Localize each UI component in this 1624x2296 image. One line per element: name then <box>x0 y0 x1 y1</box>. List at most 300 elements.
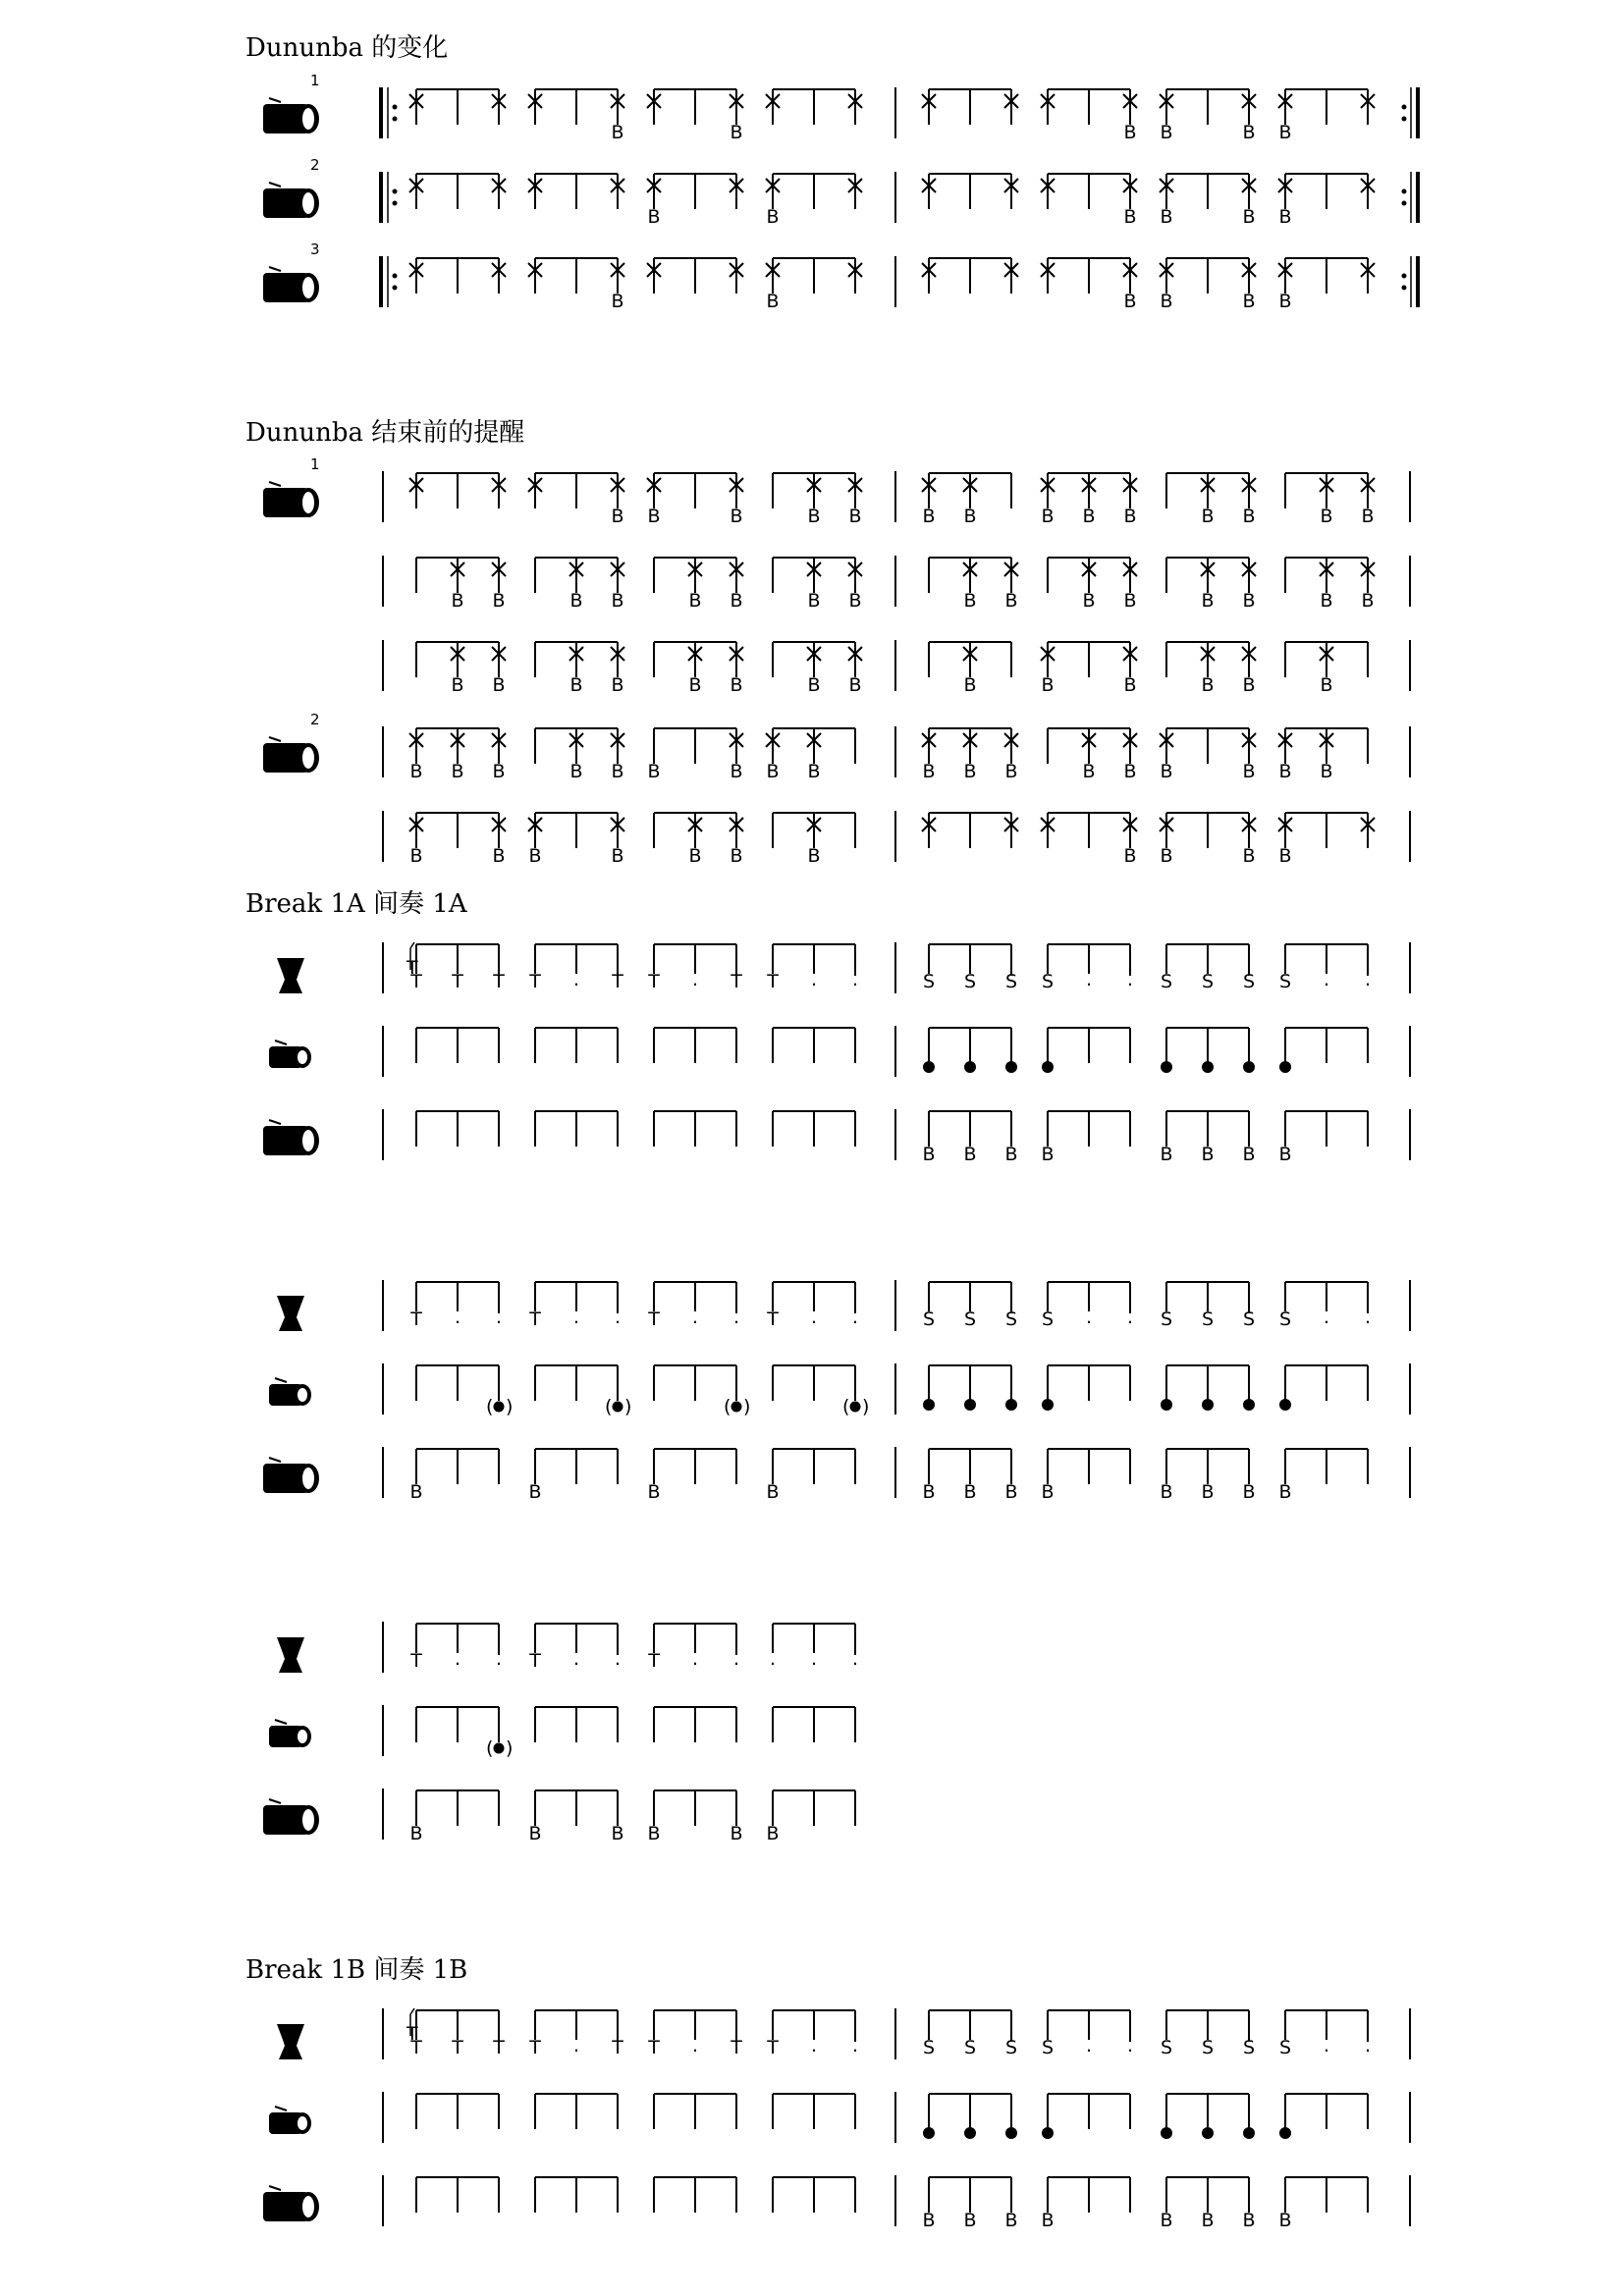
beat-group <box>647 1282 739 1330</box>
bass-note: B <box>492 590 506 612</box>
rest-dot: . <box>851 2035 859 2056</box>
beat-group <box>1285 473 1375 527</box>
beat-group <box>409 89 506 125</box>
beat-group <box>1041 174 1137 228</box>
bass-note: B <box>1201 1144 1215 1165</box>
bass-note: B <box>611 1823 624 1844</box>
repeat-dot <box>393 274 398 279</box>
bass-note: B <box>611 674 624 696</box>
slap-note: S <box>1242 2037 1256 2058</box>
mute-dot <box>1202 1061 1214 1073</box>
sangban-icon <box>269 1720 311 1747</box>
bass-note: B <box>1160 291 1173 312</box>
beat-group <box>416 1028 499 1063</box>
bass-note: B <box>922 2210 936 2231</box>
bass-note: B <box>1123 291 1137 312</box>
svg-text:(: ( <box>724 1396 731 1417</box>
beat-group <box>1279 1282 1371 1330</box>
bass-note: B <box>848 506 862 527</box>
rest-dot: . <box>454 1648 461 1670</box>
beat-group <box>1160 728 1256 782</box>
tone-note: T <box>452 971 463 992</box>
bass-note: B <box>1004 2210 1018 2231</box>
bass-note: B <box>1242 291 1256 312</box>
svg-text:): ) <box>743 1396 751 1417</box>
bass-note: B <box>963 1144 977 1165</box>
bass-note: B <box>647 506 661 527</box>
staff-row <box>263 1789 855 1844</box>
rest-dot: . <box>1126 1307 1134 1328</box>
beat-group <box>1048 728 1137 782</box>
slap-note: S <box>1201 2037 1215 2058</box>
beat-group <box>416 2177 499 2213</box>
bass-note: B <box>611 506 624 527</box>
beat-group <box>654 558 743 612</box>
bass-note: B <box>807 845 821 867</box>
rest-dot: . <box>691 1307 699 1328</box>
beat-group <box>416 558 506 612</box>
bass-note: B <box>1123 122 1137 143</box>
beat-group <box>647 473 743 527</box>
beat-group <box>535 1365 631 1417</box>
bass-note: B <box>569 674 583 696</box>
bass-note: B <box>730 506 743 527</box>
voice-number: 3 <box>310 240 320 258</box>
rest-dot: . <box>732 1307 740 1328</box>
beat-group <box>1161 1365 1255 1411</box>
beat-group <box>647 174 743 228</box>
staff-row <box>263 2175 1410 2231</box>
rest-dot: . <box>572 1307 580 1328</box>
rest-dot: . <box>810 1307 818 1328</box>
bass-note: B <box>1242 2210 1256 2231</box>
beat-group <box>409 1624 502 1672</box>
rest-dot: . <box>1085 2035 1093 2056</box>
bass-note: B <box>647 761 661 782</box>
bass-note: B <box>1004 1144 1018 1165</box>
bass-note: B <box>611 590 624 612</box>
tone-note: T <box>767 971 779 992</box>
tone-note: T <box>648 1308 660 1330</box>
bass-note: B <box>1278 1481 1292 1503</box>
svg-text:(: ( <box>605 1396 613 1417</box>
beat-group <box>1278 728 1368 782</box>
voice-number: 1 <box>310 455 320 473</box>
svg-text:(: ( <box>486 1396 494 1417</box>
beat-group <box>922 728 1018 782</box>
bass-note: B <box>963 674 977 696</box>
beat-group <box>773 558 862 612</box>
mute-dot <box>1005 1061 1017 1073</box>
svg-text:(: ( <box>486 1737 494 1759</box>
beat-group <box>535 642 624 696</box>
bass-note: B <box>1278 2210 1292 2231</box>
dununba-icon <box>263 1458 319 1493</box>
beat-group <box>773 2177 855 2213</box>
bass-note: B <box>963 590 977 612</box>
dununba-icon <box>263 98 319 133</box>
mute-dot <box>1202 2127 1214 2139</box>
staff-row <box>269 1026 1410 1077</box>
staff-row <box>263 711 1410 782</box>
beat-group <box>535 728 624 782</box>
bass-note: B <box>1123 674 1137 696</box>
repeat-dot <box>1402 105 1407 110</box>
beat-group <box>535 1707 618 1742</box>
mute-dot <box>1279 1399 1291 1411</box>
staff-row <box>277 2008 1410 2059</box>
beat-group <box>409 944 505 992</box>
beat-group <box>1278 174 1375 228</box>
bass-note: B <box>1160 2210 1173 2231</box>
beat-group <box>1041 1111 1130 1165</box>
slap-note: S <box>922 1308 936 1330</box>
bass-note: B <box>688 674 702 696</box>
beat-group <box>1042 2094 1130 2139</box>
bass-note: B <box>807 761 821 782</box>
slap-note: S <box>1242 1308 1256 1330</box>
slap-note: S <box>1242 971 1256 992</box>
voice-number: 2 <box>310 156 320 174</box>
beat-group <box>535 2094 618 2129</box>
beat-group <box>1278 1449 1368 1503</box>
beat-group <box>1285 642 1368 696</box>
beat-group <box>535 558 624 612</box>
dununba-icon <box>263 737 319 773</box>
beat-group <box>409 728 506 782</box>
beat-group <box>1279 2094 1368 2139</box>
beat-group <box>1042 1365 1130 1411</box>
beat-group <box>409 813 506 867</box>
staff-row <box>269 1363 1410 1417</box>
beat-group <box>409 473 506 508</box>
staff-row <box>269 2092 1410 2143</box>
beat-group <box>773 2094 855 2129</box>
bass-note: B <box>1201 506 1215 527</box>
repeat-dot <box>1402 117 1407 122</box>
slap-note: S <box>1278 1308 1292 1330</box>
rest-dot: . <box>1323 2035 1330 2056</box>
bass-note: B <box>848 590 862 612</box>
slap-note: S <box>1004 2037 1018 2058</box>
bass-note: B <box>492 845 506 867</box>
slap-note: S <box>963 1308 977 1330</box>
tone-note: T <box>529 971 541 992</box>
beat-group <box>528 944 623 992</box>
bass-note: B <box>1123 590 1137 612</box>
bass-note: B <box>1361 506 1375 527</box>
tone-note: T <box>410 2037 422 2058</box>
bass-note: B <box>1242 1481 1256 1503</box>
tone-note: T <box>410 1650 422 1672</box>
bass-note: B <box>730 122 743 143</box>
svg-text:T: T <box>406 2023 418 2045</box>
beat-group <box>1161 2010 1255 2058</box>
djembe-icon <box>277 958 304 993</box>
beat-group <box>409 1282 502 1330</box>
beat-group <box>528 258 624 312</box>
section-title: Break 1B 间奏 1B <box>245 1955 468 1985</box>
mute-dot <box>1042 1399 1054 1411</box>
bass-note: B <box>409 845 423 867</box>
staff-row <box>263 72 1418 143</box>
bass-note: B <box>1201 1481 1215 1503</box>
bass-note: B <box>647 206 661 228</box>
beat-group <box>647 258 743 294</box>
beat-group <box>922 174 1018 209</box>
mute-dot <box>964 1061 976 1073</box>
bass-note: B <box>963 1481 977 1503</box>
beat-group <box>1160 258 1256 312</box>
beat-group <box>1048 558 1137 612</box>
djembe-icon <box>277 2024 304 2059</box>
mute-dot <box>1243 1399 1255 1411</box>
beat-group <box>922 258 1018 294</box>
staff-row <box>269 1705 855 1759</box>
beat-group <box>929 558 1018 612</box>
bass-note: B <box>1278 122 1292 143</box>
bass-note: B <box>1242 845 1256 867</box>
beat-group <box>528 1624 621 1672</box>
beat-group <box>1041 473 1137 527</box>
bass-note: B <box>730 845 743 867</box>
slap-note: S <box>1041 1308 1055 1330</box>
repeat-dot <box>393 105 398 110</box>
svg-text:): ) <box>624 1396 632 1417</box>
tone-note: T <box>529 1308 541 1330</box>
staff-row <box>263 156 1418 228</box>
bass-note: B <box>766 1823 780 1844</box>
beat-group <box>770 1624 858 1670</box>
beat-group <box>528 1449 618 1503</box>
beat-group <box>766 174 862 228</box>
staff-row <box>383 640 1410 696</box>
repeat-dot <box>1402 201 1407 206</box>
djembe-icon <box>277 1296 304 1331</box>
bass-note: B <box>1082 761 1096 782</box>
bass-note: B <box>922 761 936 782</box>
bass-note: B <box>451 761 464 782</box>
bass-note: B <box>1320 761 1333 782</box>
voice-number: 1 <box>310 72 320 89</box>
beat-group <box>766 1449 855 1503</box>
beat-group <box>766 1790 855 1844</box>
beat-group <box>654 813 743 867</box>
svg-text:): ) <box>862 1396 870 1417</box>
beat-group <box>766 1282 858 1330</box>
beat-group <box>773 813 855 867</box>
rest-dot: . <box>1364 2035 1372 2056</box>
bass-note: B <box>1278 206 1292 228</box>
beat-group <box>923 944 1017 992</box>
beat-group <box>1166 558 1256 612</box>
beat-group <box>528 2010 623 2058</box>
rest-dot: . <box>1323 969 1330 990</box>
beat-group <box>647 728 743 782</box>
bass-note: B <box>647 1823 661 1844</box>
beat-group <box>1042 1028 1130 1073</box>
bass-note: B <box>611 122 624 143</box>
rest-dot: . <box>572 969 580 990</box>
beat-group <box>923 1028 1017 1073</box>
beat-group <box>1160 174 1256 228</box>
slap-note: S <box>963 971 977 992</box>
bass-note: B <box>1123 845 1137 867</box>
tone-note: T <box>767 1308 779 1330</box>
staff-row <box>263 1447 1410 1503</box>
beat-group <box>922 1111 1017 1165</box>
tone-note: T <box>612 2037 623 2058</box>
bass-note: B <box>730 761 743 782</box>
rest-dot: . <box>691 2035 699 2056</box>
repeat-dot <box>1402 274 1407 279</box>
beat-group <box>1042 1282 1133 1330</box>
beat-group <box>773 1707 855 1742</box>
tone-note: T <box>493 2037 505 2058</box>
mute-dot <box>1042 2127 1054 2139</box>
slap-note: S <box>1160 1308 1173 1330</box>
staff-row <box>277 1622 858 1673</box>
beat-group <box>1161 1282 1255 1330</box>
slap-note: S <box>922 2037 936 2058</box>
bass-note: B <box>1123 506 1137 527</box>
tone-note: T <box>529 1650 541 1672</box>
bass-note: B <box>1160 206 1173 228</box>
beat-group <box>528 1282 621 1330</box>
rest-dot: . <box>495 1307 503 1328</box>
bass-note: B <box>766 1481 780 1503</box>
bass-note: B <box>1201 674 1215 696</box>
bass-note: B <box>1278 291 1292 312</box>
beat-group <box>535 2177 618 2213</box>
beat-group <box>923 2010 1017 2058</box>
beat-group <box>1160 813 1256 867</box>
rest-dot: . <box>810 2035 818 2056</box>
bass-note: B <box>611 845 624 867</box>
mute-dot <box>1042 1061 1054 1073</box>
bass-note: B <box>688 590 702 612</box>
beat-group <box>647 1624 739 1672</box>
rest-dot: . <box>691 969 699 990</box>
beat-group <box>1278 258 1375 312</box>
slap-note: S <box>1201 1308 1215 1330</box>
staff-row <box>263 455 1410 527</box>
beat-group <box>922 1449 1017 1503</box>
slap-note: S <box>1278 971 1292 992</box>
beat-group <box>1161 2094 1255 2139</box>
bass-note: B <box>766 761 780 782</box>
mute-dot <box>1161 1061 1172 1073</box>
mute-dot <box>964 2127 976 2139</box>
beat-group <box>416 1707 513 1759</box>
bass-note: B <box>1361 590 1375 612</box>
rest-dot: . <box>1085 969 1093 990</box>
bass-note: B <box>807 590 821 612</box>
beat-group <box>1278 813 1375 867</box>
beat-group <box>409 2010 505 2058</box>
tone-note: T <box>731 2037 742 2058</box>
beat-group <box>1160 1111 1255 1165</box>
beat-group <box>923 1282 1017 1330</box>
slap-note: S <box>963 2037 977 2058</box>
beat-group <box>1166 473 1256 527</box>
repeat-dot <box>1402 286 1407 291</box>
slap-note: S <box>1278 2037 1292 2058</box>
mute-dot <box>1161 2127 1172 2139</box>
bass-note: B <box>1320 674 1333 696</box>
bass-note: B <box>1278 1144 1292 1165</box>
beat-group <box>528 174 624 209</box>
bass-note: B <box>730 1823 743 1844</box>
beat-group <box>773 1365 869 1417</box>
djembe-icon <box>277 1637 304 1673</box>
rest-dot: . <box>495 1648 503 1670</box>
tone-note: T <box>452 2037 463 2058</box>
dununba-icon <box>263 482 319 517</box>
bass-note: B <box>492 761 506 782</box>
mute-dot <box>1005 2127 1017 2139</box>
beat-group <box>409 1449 499 1503</box>
rest-dot: . <box>810 969 818 990</box>
beat-group <box>416 1365 513 1417</box>
rest-dot: . <box>769 1648 777 1670</box>
rest-dot: . <box>614 1307 622 1328</box>
beat-group <box>773 1111 855 1147</box>
slap-note: S <box>1004 1308 1018 1330</box>
tone-note: T <box>767 2037 779 2058</box>
bass-note: B <box>1004 761 1018 782</box>
bass-note: B <box>1242 506 1256 527</box>
dununba-icon <box>263 183 319 218</box>
tone-note: T <box>529 2037 541 2058</box>
beat-group <box>1278 1111 1368 1165</box>
tone-note: T <box>410 971 422 992</box>
mute-dot <box>923 1399 935 1411</box>
beat-group <box>922 813 1018 848</box>
section-title: Dununba 的变化 <box>245 33 449 63</box>
svg-text:): ) <box>506 1737 514 1759</box>
slap-note: S <box>1041 971 1055 992</box>
slap-note: S <box>922 971 936 992</box>
rest-dot: . <box>851 1648 859 1670</box>
beat-group <box>654 1707 736 1742</box>
bass-note: B <box>766 206 780 228</box>
bass-note: B <box>730 590 743 612</box>
rest-dot: . <box>1126 2035 1134 2056</box>
mute-dot <box>923 2127 935 2139</box>
bass-note: B <box>528 1823 542 1844</box>
beat-group <box>1279 1028 1368 1073</box>
bass-note: B <box>1320 506 1333 527</box>
beat-group <box>654 1365 750 1417</box>
beat-group <box>1041 2177 1130 2231</box>
voice-number: 2 <box>310 711 320 728</box>
beat-group <box>1279 944 1371 992</box>
mute-dot <box>1243 2127 1255 2139</box>
beat-group <box>1278 2177 1368 2231</box>
repeat-dot <box>393 189 398 194</box>
beat-group <box>647 1790 742 1844</box>
sangban-icon <box>269 1378 311 1406</box>
bass-note: B <box>1041 2210 1055 2231</box>
bass-note: B <box>1160 761 1173 782</box>
staff-row <box>277 942 1410 993</box>
beat-group <box>1161 1028 1255 1073</box>
repeat-dot <box>393 117 398 122</box>
rest-dot: . <box>1364 969 1372 990</box>
rest-dot: . <box>1085 1307 1093 1328</box>
section-title: Dununba 结束前的提醒 <box>245 418 525 448</box>
